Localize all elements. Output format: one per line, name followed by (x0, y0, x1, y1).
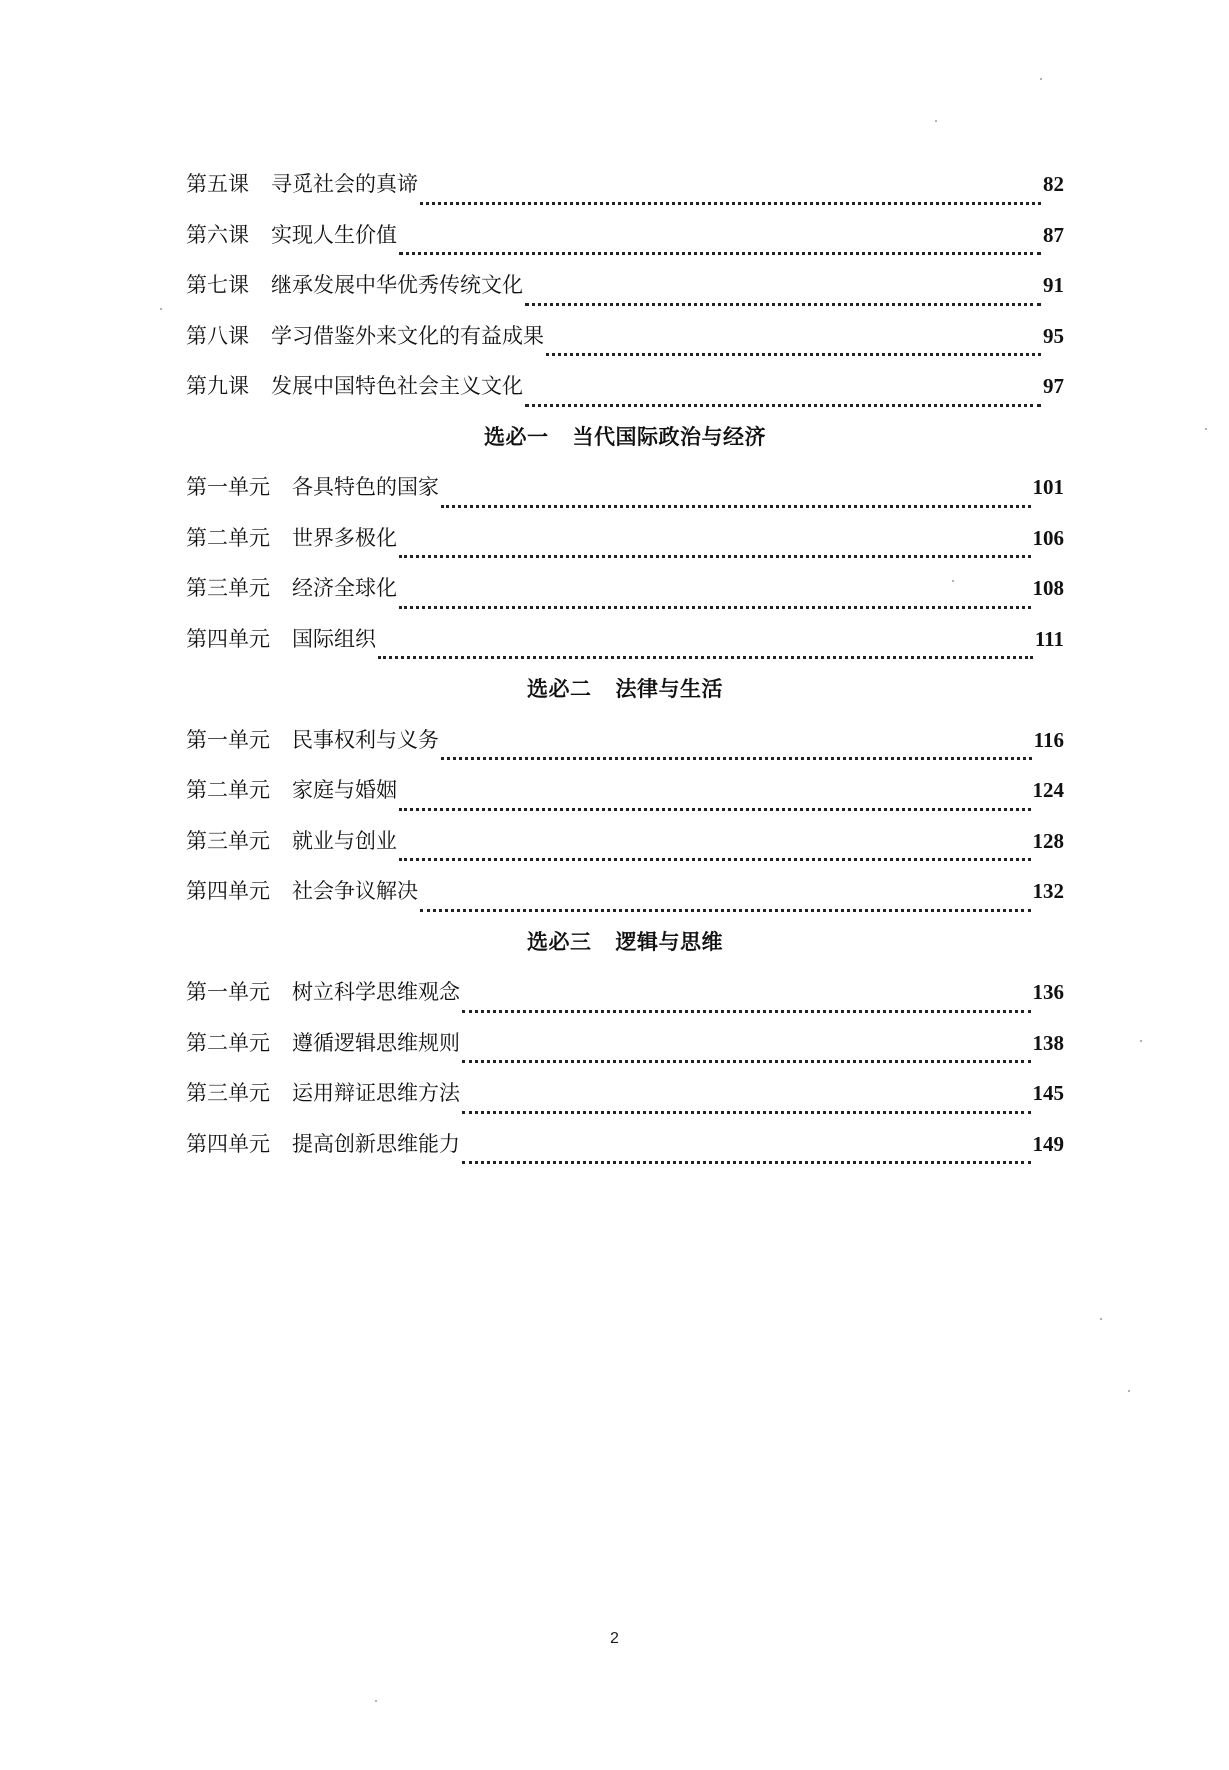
entry-title: 寻觅社会的真谛 (271, 172, 418, 196)
toc-entry-lesson-6 (186, 221, 1064, 272)
entry-label: 第七课 (186, 273, 249, 297)
entry-page-number: 116 (1033, 727, 1064, 752)
scan-speck (1100, 1318, 1102, 1320)
section-heading-elective-3 (186, 928, 1064, 979)
dot-leader (441, 505, 1031, 508)
scan-speck (1140, 1040, 1142, 1042)
toc-entry-unit (186, 473, 1064, 524)
section-title: 当代国际政治与经济 (572, 423, 766, 449)
entry-label: 第六课 (186, 222, 249, 247)
entry-page-number: 128 (1032, 828, 1064, 853)
entry-page-number: 101 (1032, 475, 1064, 499)
scan-speck (952, 580, 954, 582)
section-title: 法律与生活 (615, 676, 723, 701)
dot-leader (525, 404, 1041, 407)
entry-page-number: 91 (1043, 273, 1064, 297)
entry-label: 第一单元 (186, 475, 270, 499)
toc-entry-lesson-9 (186, 372, 1064, 423)
page-number: 2 (610, 1630, 619, 1647)
entry-page-number: 136 (1032, 980, 1064, 1004)
scan-speck (935, 120, 937, 122)
dot-leader (525, 303, 1041, 306)
entry-label: 第一单元 (186, 980, 270, 1004)
toc-entry-lesson-7 (186, 271, 1064, 322)
scan-speck (1040, 78, 1042, 80)
entry-title: 社会争议解决 (292, 879, 418, 903)
toc-entry-lesson-5 (186, 170, 1064, 221)
toc-entry-unit (186, 625, 1064, 676)
entry-label: 第四单元 (186, 879, 270, 903)
dot-leader (399, 555, 1031, 558)
entry-label: 第二单元 (186, 778, 270, 802)
dot-leader (399, 808, 1031, 811)
dot-leader (420, 202, 1041, 205)
toc-entry-unit (186, 574, 1064, 625)
toc-entry-unit (186, 978, 1064, 1029)
entry-page-number: 82 (1043, 172, 1064, 196)
section-name: 选必三 (527, 928, 592, 954)
entry-page-number: 145 (1032, 1081, 1064, 1105)
dot-leader (441, 757, 1032, 760)
section-heading-elective-2 (186, 675, 1064, 726)
entry-title: 就业与创业 (292, 828, 397, 853)
dot-leader (378, 656, 1033, 659)
entry-title: 运用辩证思维方法 (292, 1081, 460, 1105)
toc-entry-unit (186, 1130, 1064, 1181)
dot-leader (462, 1060, 1031, 1063)
entry-title: 发展中国特色社会主义文化 (271, 374, 523, 398)
scan-speck (1128, 1390, 1130, 1392)
entry-label: 第九课 (186, 374, 249, 398)
scan-speck (1205, 428, 1207, 430)
dot-leader (399, 606, 1031, 609)
entry-title: 世界多极化 (292, 525, 397, 550)
entry-label: 第五课 (186, 172, 249, 196)
entry-page-number: 124 (1032, 778, 1064, 802)
section-name: 选必二 (527, 676, 592, 701)
entry-page-number: 132 (1032, 879, 1064, 903)
entry-label: 第三单元 (186, 828, 270, 853)
toc-entry-lesson-8 (186, 322, 1064, 373)
entry-label: 第四单元 (186, 626, 270, 651)
section-heading-elective-1 (186, 423, 1064, 474)
dot-leader (462, 1111, 1031, 1114)
dot-leader (399, 858, 1031, 861)
scan-speck (160, 308, 162, 310)
dot-leader (546, 353, 1041, 356)
entry-title: 遵循逻辑思维规则 (292, 1030, 460, 1055)
entry-title: 树立科学思维观念 (292, 980, 460, 1004)
entry-label: 第三单元 (186, 576, 270, 600)
scan-speck (375, 1700, 377, 1702)
toc-entry-unit (186, 726, 1064, 777)
entry-title: 国际组织 (292, 626, 376, 651)
toc-entry-unit (186, 1079, 1064, 1130)
section-name: 选必一 (484, 423, 549, 449)
entry-page-number: 95 (1043, 323, 1064, 348)
entry-label: 第四单元 (186, 1131, 270, 1156)
entry-title: 继承发展中华优秀传统文化 (271, 273, 523, 297)
entry-title: 家庭与婚姻 (292, 778, 397, 802)
entry-page-number: 106 (1032, 525, 1064, 550)
dot-leader (462, 1010, 1031, 1013)
toc-entry-unit (186, 877, 1064, 928)
dot-leader (420, 909, 1031, 912)
entry-title: 实现人生价值 (271, 222, 397, 247)
entry-page-number: 138 (1032, 1030, 1064, 1055)
entry-label: 第八课 (186, 323, 249, 348)
entry-page-number: 108 (1032, 576, 1064, 600)
entry-title: 提高创新思维能力 (292, 1131, 460, 1156)
toc-entry-unit (186, 524, 1064, 575)
entry-page-number: 97 (1043, 374, 1064, 398)
toc-entry-unit (186, 827, 1064, 878)
entry-label: 第二单元 (186, 1030, 270, 1055)
entry-title: 经济全球化 (292, 576, 397, 600)
entry-page-number: 149 (1032, 1131, 1064, 1156)
toc-entry-unit (186, 776, 1064, 827)
entry-title: 各具特色的国家 (292, 475, 439, 499)
entry-label: 第二单元 (186, 525, 270, 550)
toc-entry-unit (186, 1029, 1064, 1080)
entry-title: 学习借鉴外来文化的有益成果 (271, 323, 544, 348)
entry-page-number: 87 (1043, 222, 1064, 247)
table-of-contents (186, 170, 1064, 1180)
entry-label: 第一单元 (186, 727, 270, 752)
dot-leader (462, 1161, 1031, 1164)
section-title: 逻辑与思维 (615, 928, 723, 954)
entry-label: 第三单元 (186, 1081, 270, 1105)
entry-page-number: 111 (1034, 626, 1064, 651)
dot-leader (399, 252, 1041, 255)
entry-title: 民事权利与义务 (292, 727, 439, 752)
